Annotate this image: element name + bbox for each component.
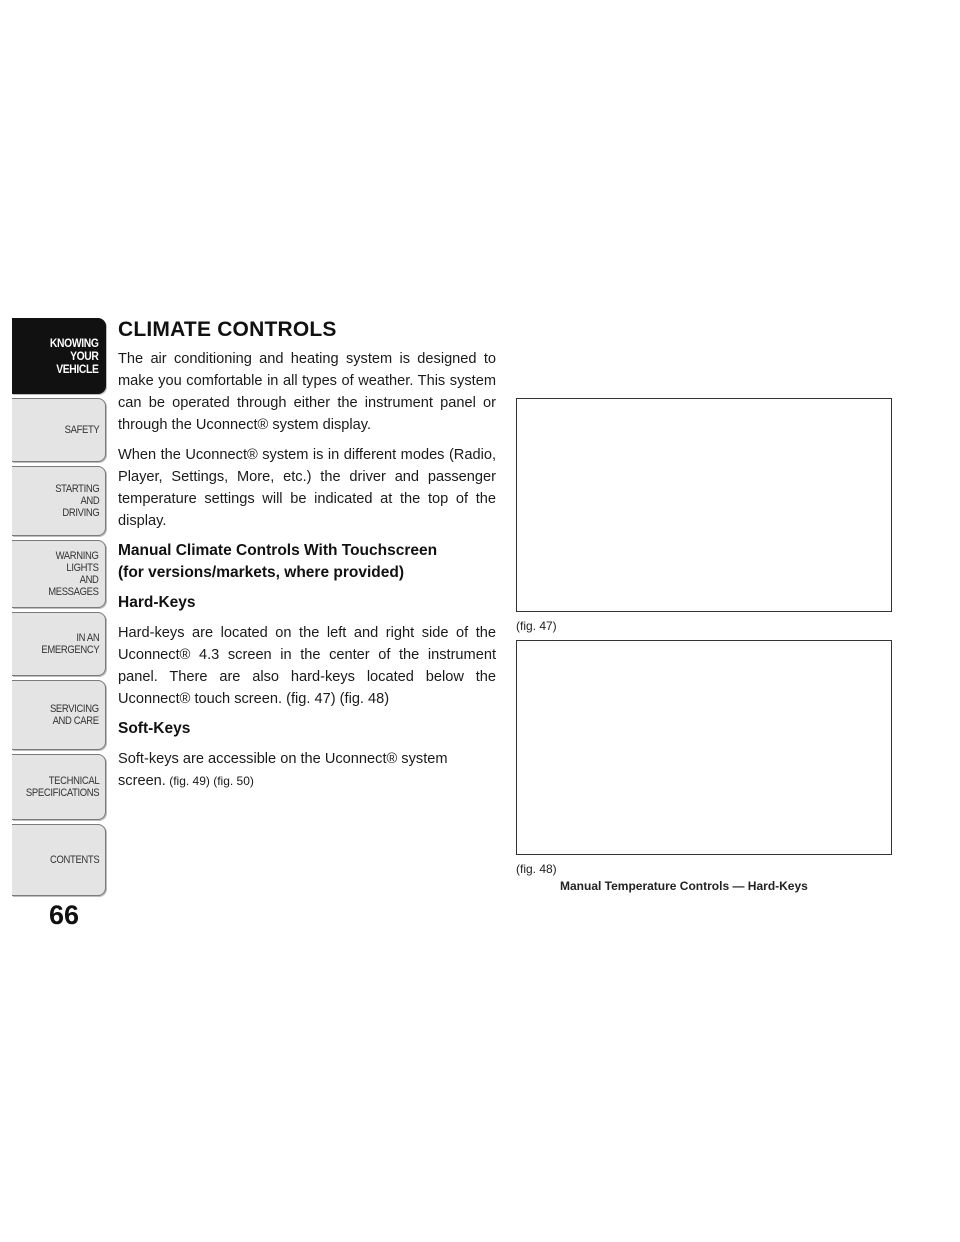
main-content — [118, 318, 496, 800]
paragraph-soft-keys — [118, 748, 496, 792]
soft-keys-figure-refs: (fig. 49) (fig. 50) — [165, 774, 254, 788]
paragraph-hard-keys: Hard-keys are located on the left and right side of the Uconnect® 4.3 screen in the center of the instrument panel. There are also hard-keys located below the Uconnect® touch screen. (fig. 47) (fig. 48) — [118, 625, 496, 707]
tab-label: STARTING AND DRIVING — [54, 483, 99, 519]
tab-contents[interactable] — [12, 824, 106, 896]
figure-48-label: (fig. 48) — [516, 862, 557, 876]
tab-label: WARNING LIGHTS AND MESSAGES — [48, 550, 99, 598]
heading-manual-climate-line1: Manual Climate Controls With Touchscreen — [118, 542, 438, 559]
tab-starting-and-driving[interactable] — [12, 466, 106, 536]
paragraph-modes: When the Uconnect® system is in different modes (Radio, Player, Settings, More, etc.) the driver and passenger temperature settings will be indicated at the top of the display. — [118, 447, 496, 529]
tab-warning-lights-and-messages[interactable] — [12, 540, 106, 608]
tab-safety[interactable] — [12, 398, 106, 462]
heading-manual-climate-line2: (for versions/markets, where provided) — [118, 564, 404, 581]
figure-48-caption: Manual Temperature Controls — Hard-Keys — [560, 879, 808, 893]
figure-47-image — [516, 398, 892, 612]
page-number: 66 — [48, 900, 80, 930]
section-title: CLIMATE CONTROLS — [118, 318, 337, 341]
tab-label: IN AN EMERGENCY — [41, 632, 99, 656]
figure-48-image — [516, 640, 892, 855]
heading-manual-climate — [118, 540, 496, 584]
figure-47-label: (fig. 47) — [516, 619, 557, 633]
tab-label: TECHNICAL SPECIFICATIONS — [25, 775, 99, 799]
tab-servicing-and-care[interactable] — [12, 680, 106, 750]
tab-label: SERVICING AND CARE — [50, 703, 99, 727]
tab-label: SAFETY — [64, 424, 99, 436]
tab-label: CONTENTS — [49, 854, 99, 866]
paragraph-intro: The air conditioning and heating system is designed to make you comfortable in all types of weather. This system can be operated through either the instrument panel or through the Uconnect® system display. — [118, 351, 496, 433]
soft-keys-text: Soft-keys are accessible on the Uconnect® system screen. — [118, 751, 448, 789]
tab-technical-specifications[interactable] — [12, 754, 106, 820]
tab-in-an-emergency[interactable] — [12, 612, 106, 676]
tab-label: KNOWING YOUR VEHICLE — [50, 335, 99, 376]
heading-soft-keys: Soft-Keys — [118, 720, 191, 737]
tab-knowing-your-vehicle[interactable] — [12, 318, 106, 394]
heading-hard-keys: Hard-Keys — [118, 594, 196, 611]
